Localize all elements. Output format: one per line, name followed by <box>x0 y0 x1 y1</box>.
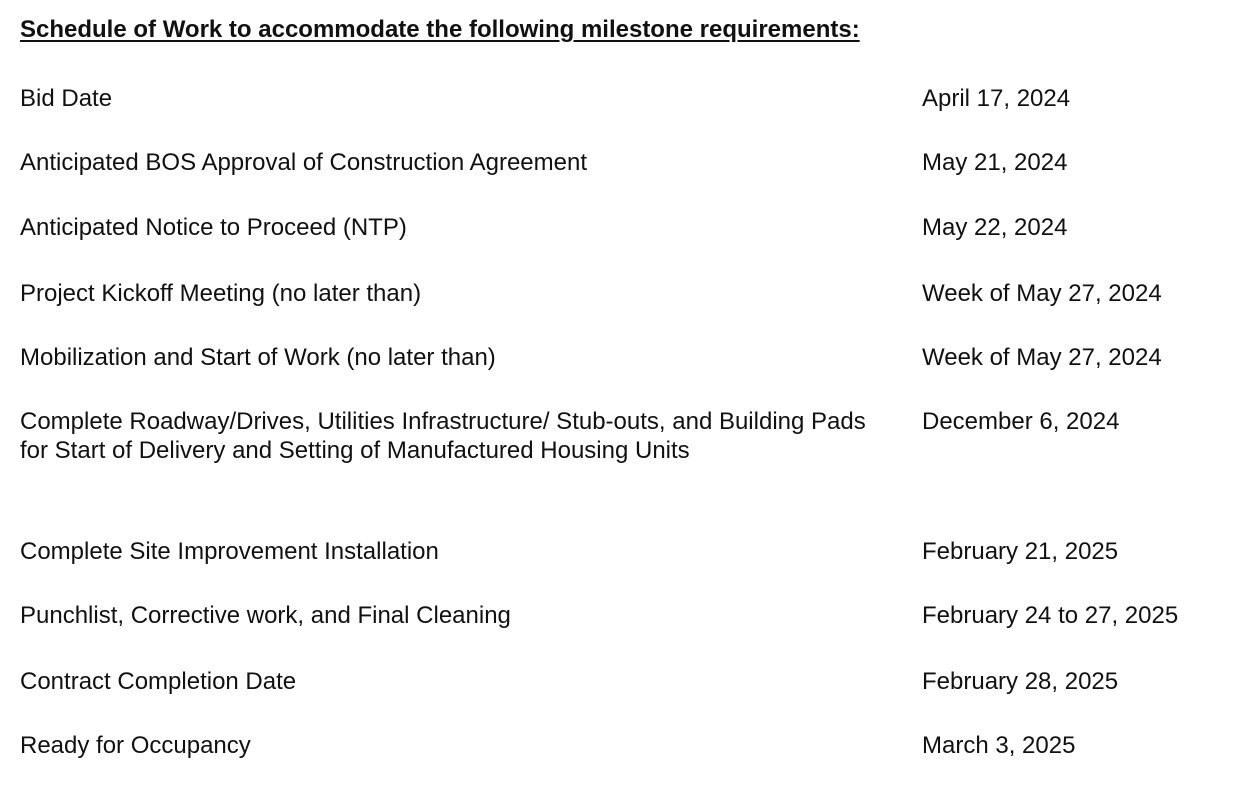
milestone-task: Anticipated BOS Approval of Construction Agreement <box>20 149 587 176</box>
milestone-task: Punchlist, Corrective work, and Final Cleaning <box>20 602 511 629</box>
milestone-task: Complete Site Improvement Installation <box>20 538 439 565</box>
milestone-task: Project Kickoff Meeting (no later than) <box>20 280 422 307</box>
milestone-task: Anticipated Notice to Proceed (NTP) <box>20 214 407 241</box>
milestone-date: March 3, 2025 <box>922 732 1076 759</box>
milestone-date: February 24 to 27, 2025 <box>922 602 1179 629</box>
milestone-date: Week of May 27, 2024 <box>922 280 1162 307</box>
milestone-date: Week of May 27, 2024 <box>922 344 1162 371</box>
milestone-date: May 21, 2024 <box>922 149 1068 176</box>
milestone-date: May 22, 2024 <box>922 214 1068 241</box>
milestone-date: February 28, 2025 <box>922 668 1119 695</box>
milestone-date: February 21, 2025 <box>922 538 1119 565</box>
milestone-date: December 6, 2024 <box>922 408 1120 435</box>
milestone-task: Bid Date <box>20 85 113 112</box>
milestone-task: Complete Roadway/Drives, Utilities Infrastructure/ Stub-outs, and Building Pads for Start of Delivery and Setting of Manufactured Housing Units <box>20 408 866 464</box>
milestone-task: Ready for Occupancy <box>20 732 251 759</box>
milestone-task: Mobilization and Start of Work (no later than) <box>20 344 496 371</box>
milestone-task: Contract Completion Date <box>20 668 297 695</box>
milestone-date: April 17, 2024 <box>922 85 1071 112</box>
page-title: Schedule of Work to accommodate the following milestone requirements: <box>20 16 860 43</box>
